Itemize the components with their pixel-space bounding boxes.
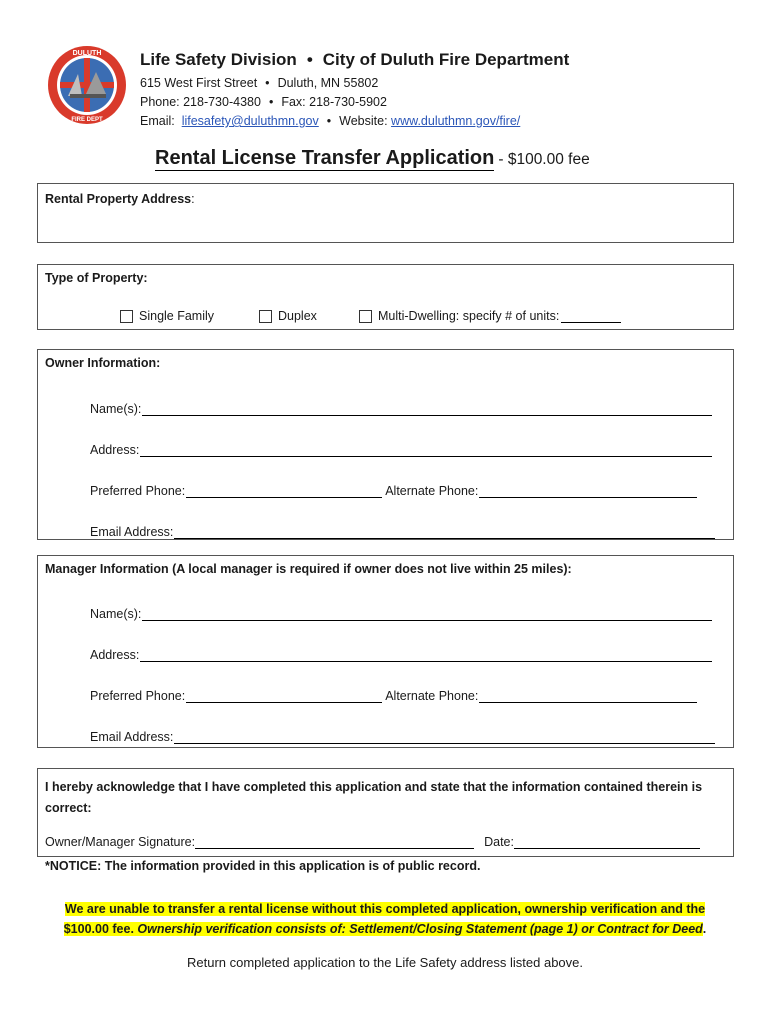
owner-information-label: Owner Information: <box>45 356 161 370</box>
form-fee: - $100.00 fee <box>498 151 590 168</box>
manager-information-box <box>37 555 734 748</box>
manager-address-field[interactable]: Address: <box>90 648 712 662</box>
duplex-checkbox[interactable] <box>259 310 272 323</box>
option-single-family[interactable]: Single Family <box>120 309 214 323</box>
rental-property-address-box[interactable] <box>37 183 734 243</box>
acknowledgement-text: I hereby acknowledge that I have completed this application and state that the information contained therein is correct: <box>45 780 703 815</box>
option-multi-dwelling[interactable]: Multi-Dwelling: specify # of units: <box>359 309 621 323</box>
public-record-notice: *NOTICE: The information provided in this application is of public record. <box>45 859 481 873</box>
units-count-field[interactable] <box>561 311 621 323</box>
owner-address-field[interactable]: Address: <box>90 443 712 457</box>
phone-line: Phone: 218-730-4380 • Fax: 218-730-5902 <box>140 95 387 109</box>
address-line: 615 West First Street • Duluth, MN 55802 <box>140 76 379 90</box>
fire-department-logo <box>46 44 128 126</box>
letterhead-title: Life Safety Division • City of Duluth Fire Department <box>140 50 570 69</box>
date-field[interactable] <box>514 836 700 849</box>
manager-email-field[interactable]: Email Address: <box>90 730 715 744</box>
email-link[interactable]: lifesafety@duluthmn.gov <box>181 114 319 128</box>
signature-row: Owner/Manager Signature: Date: <box>45 835 700 849</box>
contact-line: Email: lifesafety@duluthmn.gov • Website: www.duluthmn.gov/fire/ <box>140 114 521 128</box>
manager-preferred-phone-field[interactable]: Preferred Phone: Alternate Phone: <box>90 689 697 703</box>
property-type-label: Type of Property: <box>45 271 148 285</box>
owner-preferred-phone-field[interactable]: Preferred Phone: Alternate Phone: <box>90 484 697 498</box>
svg-text:DULUTH: DULUTH <box>72 50 102 57</box>
warning-line-1: We are unable to transfer a rental license without this completed application, ownership verification and the <box>64 902 706 916</box>
letterhead <box>40 44 740 134</box>
svg-text:FIRE DEPT: FIRE DEPT <box>71 117 103 123</box>
website-link[interactable]: www.duluthmn.gov/fire/ <box>391 114 521 128</box>
multi-dwelling-checkbox[interactable] <box>359 310 372 323</box>
manager-information-label: Manager Information (A local manager is required if owner does not live within 25 miles): <box>45 562 572 576</box>
single-family-checkbox[interactable] <box>120 310 133 323</box>
owner-information-box <box>37 349 734 540</box>
transfer-warning: We are unable to transfer a rental license without this completed application, ownership verification and the $100.00 fee. Ownership verification consists of: Settlement/Closing Statement (page 1) or Contract for Deed. <box>63 902 707 936</box>
division-name: Life Safety Division <box>140 50 297 69</box>
option-duplex[interactable]: Duplex <box>259 309 317 323</box>
acknowledgement-box <box>37 768 734 857</box>
department-name: City of Duluth Fire Department <box>322 50 570 69</box>
warning-line-2: $100.00 fee. Ownership verification consists of: Settlement/Closing Statement (page 1) or Contract for Deed <box>63 922 703 936</box>
form-title <box>155 147 590 170</box>
letterhead-text <box>140 48 569 131</box>
form-title-text: Rental License Transfer Application <box>155 147 495 169</box>
return-instructions: Return completed application to the Life Safety address listed above. <box>186 955 584 970</box>
manager-names-field[interactable]: Name(s): <box>90 607 712 621</box>
owner-email-field[interactable]: Email Address: <box>90 525 715 539</box>
owner-names-field[interactable]: Name(s): <box>90 402 712 416</box>
property-type-box <box>37 264 734 330</box>
signature-field[interactable] <box>195 836 474 849</box>
rental-property-address-label: Rental Property Address: <box>45 192 195 206</box>
